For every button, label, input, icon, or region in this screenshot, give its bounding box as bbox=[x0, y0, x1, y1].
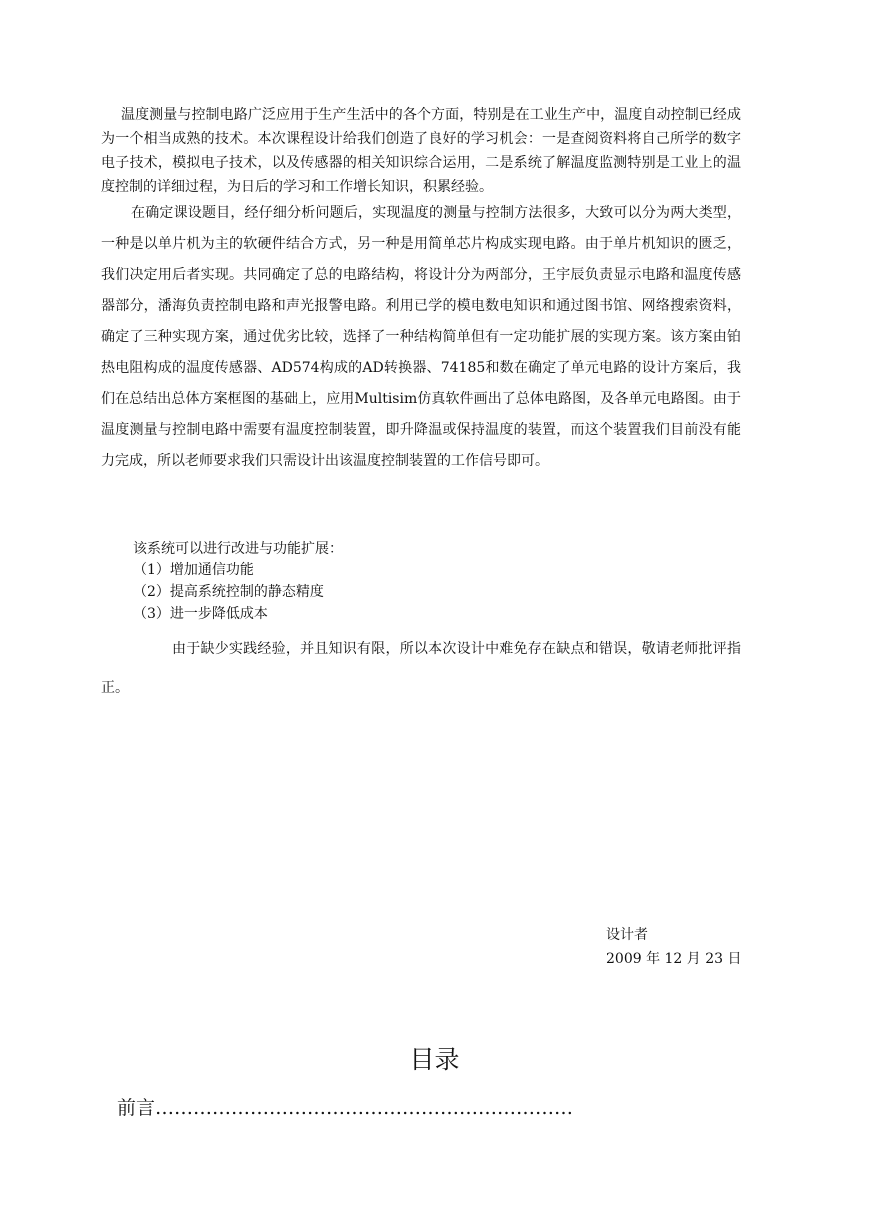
signature-date: 2009 年 12 月 23 日 bbox=[606, 951, 742, 967]
list-item: （2）提高系统控制的静态精度 bbox=[133, 584, 324, 600]
paragraph-intro: 温度测量与控制电路广泛应用于生产生活中的各个方面，特别是在工业生产中，温度自动控制已经成为一个相当成熟的技术。本次课程设计给我们创造了良好的学习机会：一是查阅资料将自己所学的数字电子技术，模拟电子技术，以及传感器的相关知识综合运用，二是系统了解温度监测特别是工业上的温度控制的详细过程，为日后的学习和工作增长知识，积累经验。 bbox=[101, 107, 741, 195]
improvements-list bbox=[133, 559, 733, 625]
list-item: （1）增加通信功能 bbox=[133, 562, 254, 578]
signature-block bbox=[606, 923, 806, 971]
list-item: （3）进一步降低成本 bbox=[133, 606, 268, 622]
toc-entry-preface[interactable] bbox=[117, 1092, 737, 1124]
toc-entry-label: 前言 bbox=[117, 1097, 156, 1119]
toc-entry-leader: ………………………………………………………… bbox=[155, 1097, 574, 1119]
paragraph-design-process: 在确定课设题目，经仔细分析问题后，实现温度的测量与控制方法很多，大致可以分为两大类型，一种是以单片机为主的软硬件结合方式，另一种是用简单芯片构成实现电路。由于单片机知识的匮乏，我们决定用后者实现。共同确定了总的电路结构，将设计分为两部分，王宇辰负责显示电路和温度传感器部分，潘海负责控制电路和声光报警电路。利用已学的模电数电知识和通过图书馆、网络搜索资料，确定了三种实现方案，通过优劣比较，选择了一种结构简单但有一定功能扩展的实现方案。该方案由铂热电阻构成的温度传感器、AD574构成的AD转换器、74185和数在确定了单元电路的设计方案后，我们在总结出总体方案框图的基础上，应用Multisim仿真软件画出了总体电路图，及各单元电路图。由于温度测量与控制电路中需要有温度控制装置，即升降温或保持温度的装置，而这个装置我们目前没有能力完成，所以老师要求我们只需设计出该温度控制装置的工作信号即可。 bbox=[101, 205, 741, 469]
paragraph-closing: 由于缺少实践经验，并且知识有限，所以本次设计中难免存在缺点和错误，敬请老师批评指正。 bbox=[101, 641, 741, 696]
toc-title: 目录 bbox=[409, 1045, 460, 1074]
signature-author: 设计者 bbox=[606, 927, 648, 943]
paragraph-improvements-intro: 该系统可以进行改进与功能扩展： bbox=[133, 541, 343, 557]
